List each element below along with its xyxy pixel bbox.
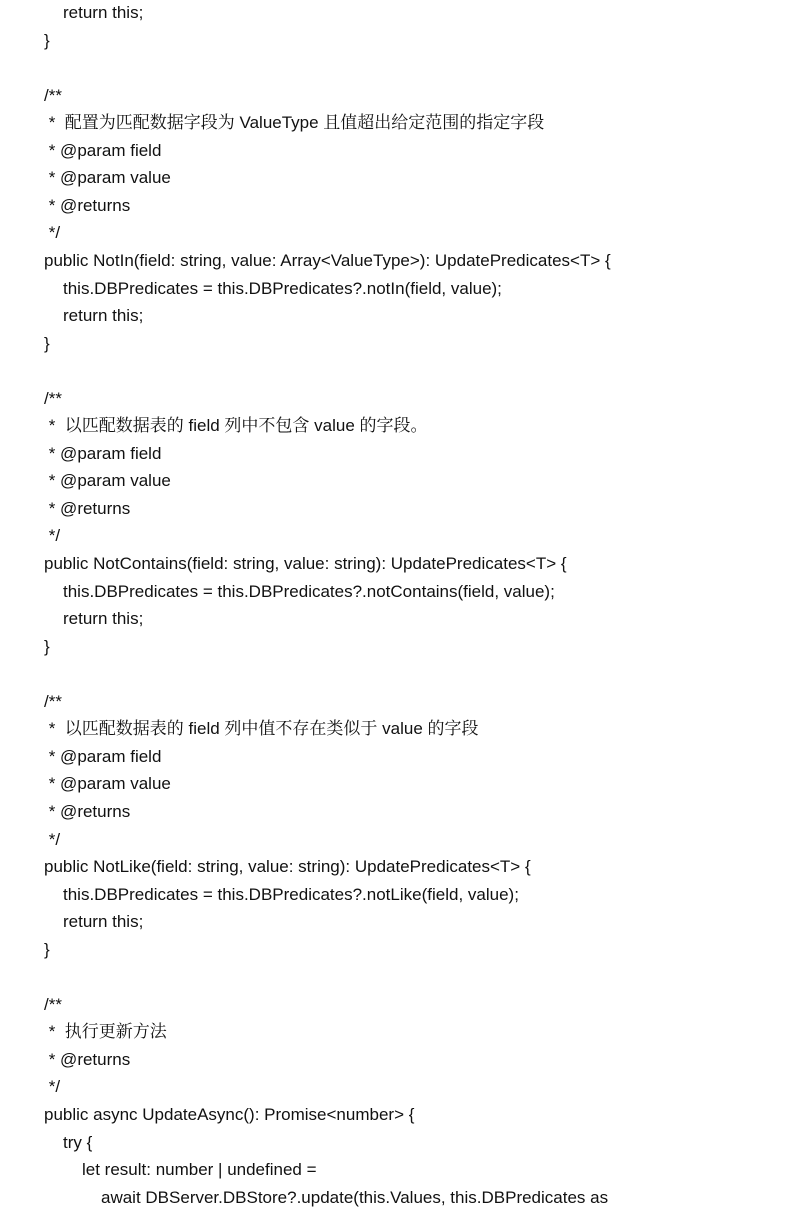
code-line: */	[44, 223, 61, 243]
code-line: * @returns	[44, 1049, 131, 1069]
code-line: * @param value	[44, 774, 171, 794]
code-line: /**	[44, 994, 62, 1014]
code-line: this.DBPredicates = this.DBPredicates?.notLike(field, value);	[63, 884, 519, 904]
code-line: */	[44, 829, 61, 849]
code-line: }	[44, 636, 50, 656]
code-line: }	[44, 30, 50, 50]
code-line: /**	[44, 691, 62, 711]
code-line: * @param value	[44, 168, 171, 188]
code-line: * @param field	[44, 140, 162, 160]
code-line: * @param field	[44, 443, 162, 463]
code-line: try {	[63, 1132, 93, 1152]
code-line: public NotLike(field: string, value: string): UpdatePredicates<T> {	[44, 857, 531, 877]
code-line: return this;	[63, 609, 144, 629]
code-line: * 执行更新方法	[44, 1022, 167, 1042]
code-line: }	[44, 939, 50, 959]
code-line: public NotContains(field: string, value: string): UpdatePredicates<T> {	[44, 554, 567, 573]
code-line: */	[44, 526, 61, 546]
code-line: * @param field	[44, 746, 162, 766]
code-line: let result: number | undefined =	[82, 1160, 317, 1180]
code-line: await DBServer.DBStore?.update(this.Values, this.DBPredicates as	[101, 1187, 609, 1207]
code-line: /**	[44, 388, 62, 408]
code-line: return this;	[63, 3, 144, 22]
code-line: * 配置为匹配数据字段为 ValueType 且值超出给定范围的指定字段	[44, 113, 545, 133]
code-line: return this;	[63, 306, 144, 326]
code-line: * @returns	[44, 801, 131, 821]
code-line: this.DBPredicates = this.DBPredicates?.notIn(field, value);	[63, 278, 502, 298]
code-line: * @returns	[44, 498, 131, 518]
code-line: * @param value	[44, 471, 171, 491]
code-line: public NotIn(field: string, value: Array<ValueType>): UpdatePredicates<T> {	[44, 250, 611, 270]
code-line: * 以匹配数据表的 field 列中值不存在类似于 value 的字段	[44, 719, 479, 739]
code-line: return this;	[63, 912, 144, 932]
code-line: * @returns	[44, 195, 131, 215]
code-line: public async UpdateAsync(): Promise<number> {	[44, 1105, 415, 1124]
code-line: }	[44, 333, 50, 353]
code-line: /**	[44, 85, 62, 105]
code-line: */	[44, 1077, 61, 1097]
code-line: * 以匹配数据表的 field 列中不包含 value 的字段。	[44, 416, 428, 436]
code-line: this.DBPredicates = this.DBPredicates?.notContains(field, value);	[63, 581, 555, 601]
